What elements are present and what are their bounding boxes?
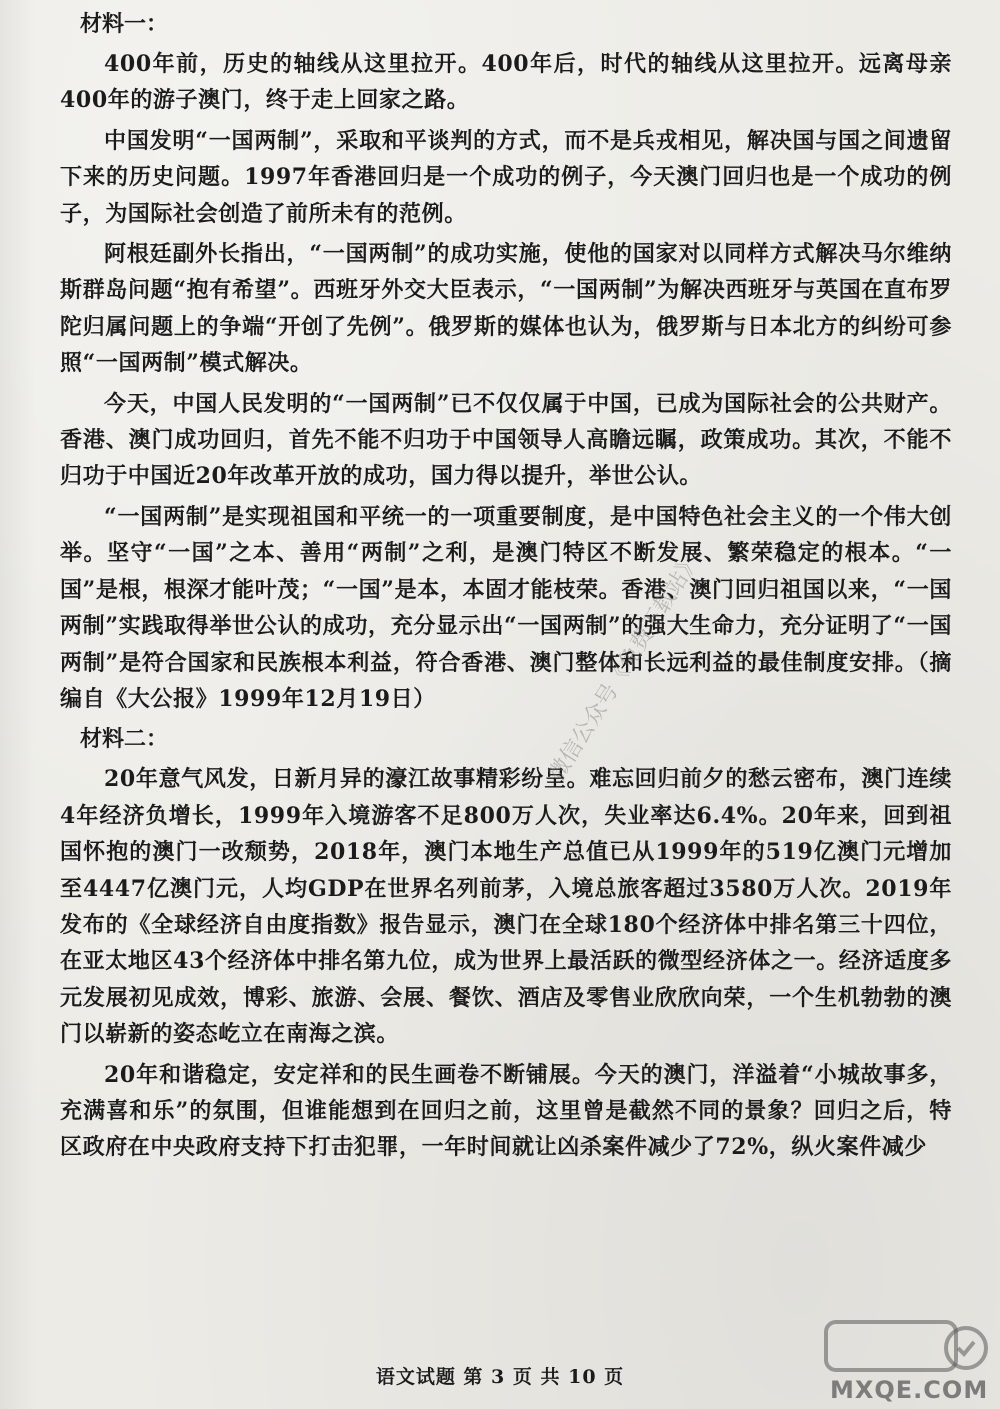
section-2-label: 材料二： (80, 726, 169, 753)
section-1-paragraph-1: 400年前，历史的轴线从这里拉开。400年后，时代的轴线从这里拉开。远离母亲400年的游子澳门，终于走上回家之路。 (60, 51, 952, 114)
section-1-paragraph-5: “一国两制”是实现祖国和平统一的一项重要制度，是中国特色社会主义的一个伟大创举。坚守“一国”之本、善用“两制”之利，是澳门特区不断发展、繁荣稳定的根本。“一国”是根，根深才能叶茂；“一国”是本，本固才能枝荣。香港、澳门回归祖国以来，“一国两制”实践取得举世公认的成功，充分显示出“一国两制”的强大生命力，充分证明了“一国两制”是符合国家和民族根本利益，符合香港、澳门整体和长远利益的最佳制度安排。（摘编自《大公报》1999年12月19日） (60, 503, 952, 712)
section-1-paragraph-3: 阿根廷副外长指出，“一国两制”的成功实施，使他的国家对以同样方式解决马尔维纳斯群岛问题“抱有希望”。西班牙外交大臣表示，“一国两制”为解决西班牙与英国在直布罗陀归属问题上的争端“开创了先例”。俄罗斯的媒体也认为，俄罗斯与日本北方的纠纷可参照“一国两制”模式解决。 (60, 241, 952, 377)
section-2-paragraph-1: 20年意气风发，日新月异的濠江故事精彩纷呈。难忘回归前夕的愁云密布，澳门连续4年经济负增长，1999年入境游客不足800万人次，失业率达6.4%。20年来，回到祖国怀抱的澳门一改颓势，2018年，澳门本地生产总值已从1999年的519亿澳门元增加至4447亿澳门元，人均GDP在世界名列前茅，入境总旅客超过3580万人次。2019年发布的《全球经济自由度指数》报告显示，澳门在全球180个经济体中排名第三十四位，在亚太地区43个经济体中排名第九位，成为世界上最活跃的微型经济体之一。经济适度多元发展初见成效，博彩、旅游、会展、餐饮、酒店及零售业欣欣向荣，一个生机勃勃的澳门以崭新的姿态屹立在南海之滨。 (60, 766, 952, 1048)
page-footer: 语文试题 第 3 页 共 10 页 (375, 1366, 625, 1388)
document-body (60, 6, 952, 1166)
section-1-paragraph-4: 今天，中国人民发明的“一国两制”已不仅仅属于中国，已成为国际社会的公共财产。香港、澳门成功回归，首先不能不归功于中国领导人高瞻远瞩，政策成功。其次，不能不归功于中国近20年改革开放的成功，国力得以提升，举世公认。 (60, 390, 952, 490)
scan-shadow (0, 0, 36, 1409)
section-1-paragraph-2: 中国发明“一国两制”，采取和平谈判的方式，而不是兵戎相见，解决国与国之间遗留下来的历史问题。1997年香港回归是一个成功的例子，今天澳门回归也是一个成功的例子，为国际社会创造了前所未有的范例。 (60, 127, 952, 227)
section-1-label: 材料一： (80, 11, 169, 37)
watermark-text: 微信公众号《免费下载站》 (544, 548, 706, 786)
section-2-paragraph-2: 20年和谐稳定，安定祥和的民生画卷不断铺展。今天的澳门，洋溢着“小城故事多，充满喜和乐”的氛围，但谁能想到在回归之前，这里曾是截然不同的景象？回归之后，特区政府在中央政府支持下打击犯罪，一年时间就让凶杀案件减少了72%，纵火案件减少 (60, 1061, 952, 1161)
site-logo-text: MXQE.COM (830, 1376, 989, 1404)
